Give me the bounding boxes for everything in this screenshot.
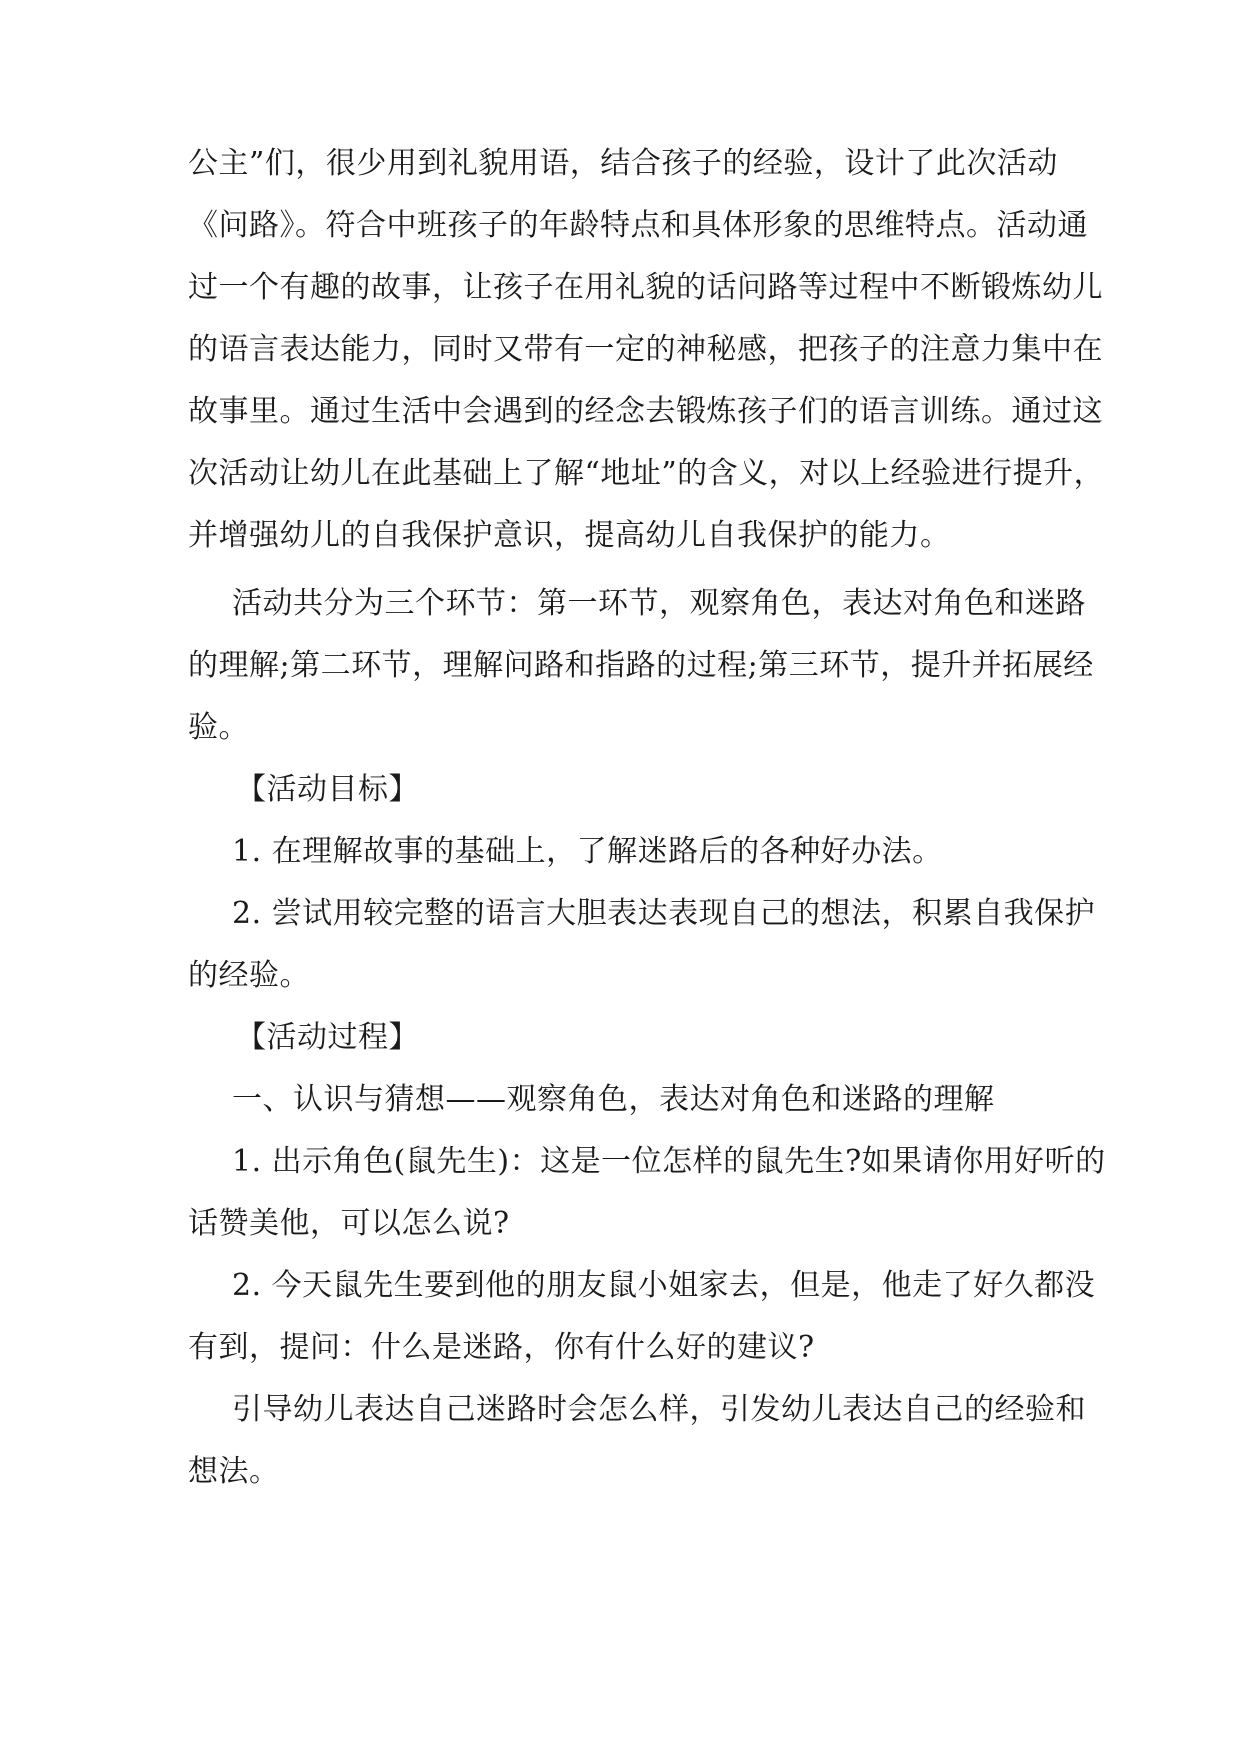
text-line: 《问路》。符合中班孩子的年龄特点和具体形象的思维特点。活动通: [188, 208, 1088, 243]
paragraph-start-line: 活动共分为三个环节：第一环节，观察角色，表达对角色和迷路: [232, 586, 1086, 621]
list-item-line: 2. 今天鼠先生要到他的朋友鼠小姐家去，但是，他走了好久都没: [232, 1268, 1096, 1303]
text-line: 的经验。: [188, 958, 310, 993]
section-heading-goals: 【活动目标】: [236, 772, 419, 807]
text-line: 公主”们，很少用到礼貌用语，结合孩子的经验，设计了此次活动: [188, 146, 1058, 181]
text-line: 的理解;第二环节，理解问路和指路的过程;第三环节，提升并拓展经: [188, 648, 1094, 683]
text-line: 并增强幼儿的自我保护意识，提高幼儿自我保护的能力。: [188, 518, 951, 553]
list-item-line: 2. 尝试用较完整的语言大胆表达表现自己的想法，积累自我保护: [232, 896, 1096, 931]
subheading-line: 一、认识与猜想——观察角色，表达对角色和迷路的理解: [232, 1082, 995, 1117]
text-line: 次活动让幼儿在此基础上了解“地址”的含义，对以上经验进行提升，: [188, 456, 1105, 491]
section-heading-process: 【活动过程】: [236, 1020, 419, 1055]
text-line: 的语言表达能力，同时又带有一定的神秘感，把孩子的注意力集中在: [188, 332, 1103, 367]
text-line: 想法。: [188, 1454, 280, 1489]
text-line: 验。: [188, 710, 249, 745]
list-item-line: 1. 在理解故事的基础上，了解迷路后的各种好办法。: [232, 834, 943, 869]
list-item-line: 1. 出示角色(鼠先生)：这是一位怎样的鼠先生?如果请你用好听的: [232, 1144, 1106, 1179]
text-line: 有到，提问：什么是迷路，你有什么好的建议?: [188, 1330, 815, 1365]
paragraph-start-line: 引导幼儿表达自己迷路时会怎么样，引发幼儿表达自己的经验和: [232, 1392, 1086, 1427]
text-line: 话赞美他，可以怎么说?: [188, 1206, 510, 1241]
text-line: 过一个有趣的故事，让孩子在用礼貌的话问路等过程中不断锻炼幼儿: [188, 270, 1103, 305]
text-line: 故事里。通过生活中会遇到的经念去锻炼孩子们的语言训练。通过这: [188, 394, 1103, 429]
